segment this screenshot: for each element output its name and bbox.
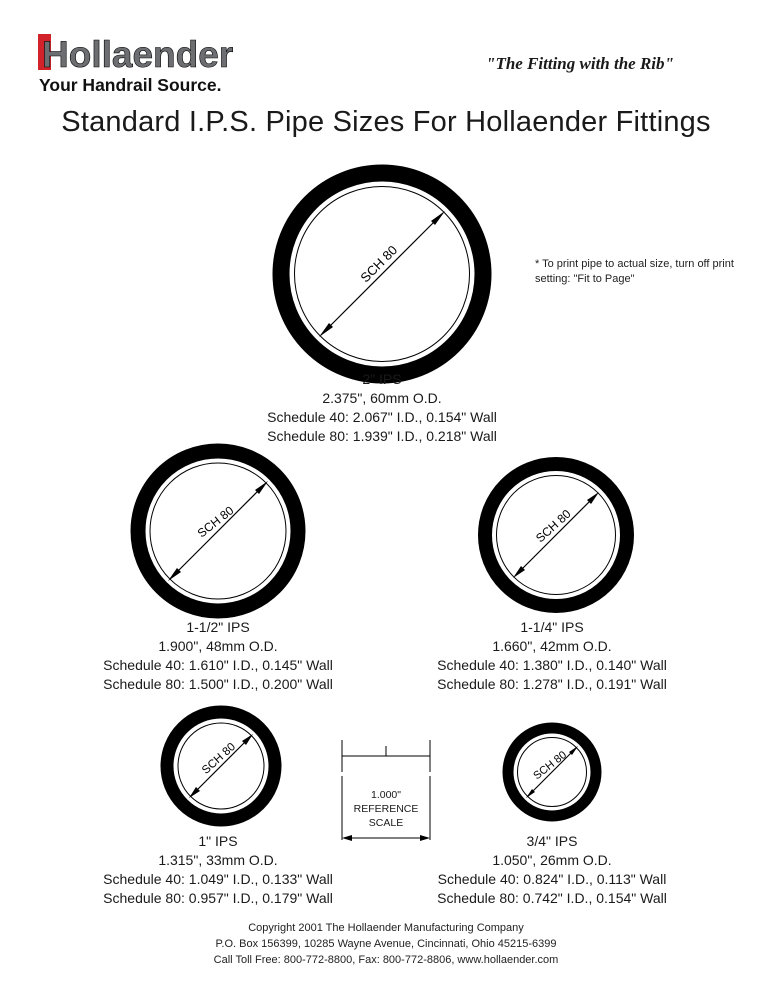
pipe-sch40: Schedule 40: 2.067" I.D., 0.154" Wall <box>267 409 497 425</box>
pipe-size: 2" IPS <box>362 371 402 387</box>
pipe-sch40: Schedule 40: 1.049" I.D., 0.133" Wall <box>103 871 333 887</box>
pipe-size: 1-1/4" IPS <box>520 619 584 635</box>
pipe-size: 1-1/2" IPS <box>186 619 250 635</box>
pipe-od: 2.375", 60mm O.D. <box>322 390 442 406</box>
pipe-sch40: Schedule 40: 1.380" I.D., 0.140" Wall <box>437 657 667 673</box>
sch-label: SCH 80 <box>194 503 237 541</box>
pipe-1-1-4-ips-info <box>400 618 704 694</box>
pipe-sch40: Schedule 40: 1.610" I.D., 0.145" Wall <box>103 657 333 673</box>
diameter-arrow <box>168 481 268 581</box>
scale-line2: SCALE <box>368 817 404 829</box>
pipe-1-ips-info <box>68 832 368 908</box>
pipe-3-4-ips-info <box>400 832 704 908</box>
pipe-2-ips-diagram <box>271 163 493 385</box>
pipe-sch80: Schedule 80: 1.500" I.D., 0.200" Wall <box>103 676 333 692</box>
pipe-sch80: Schedule 80: 0.742" I.D., 0.154" Wall <box>437 890 667 906</box>
footer-copyright: Copyright 2001 The Hollaender Manufacturing Company <box>248 922 524 934</box>
footer <box>0 920 772 968</box>
pipe-1-1-4-ips-diagram <box>474 453 638 617</box>
sch-label: SCH 80 <box>200 740 238 777</box>
pipe-sch80: Schedule 80: 1.278" I.D., 0.191" Wall <box>437 676 667 692</box>
pipe-1-1-2-ips-diagram <box>128 441 308 621</box>
logo-slogan: Your Handrail Source. <box>39 75 222 95</box>
logo-brand: Hollaender <box>42 34 234 75</box>
scale-line1: REFERENCE <box>353 803 419 815</box>
sch-label: SCH 80 <box>533 506 574 546</box>
pipe-od: 1.315", 33mm O.D. <box>158 852 278 868</box>
pipe-sch40: Schedule 40: 0.824" I.D., 0.113" Wall <box>437 871 667 887</box>
pipe-3-4-ips-diagram <box>500 720 604 824</box>
pipe-od: 1.900", 48mm O.D. <box>158 638 278 654</box>
footer-contact: Call Toll Free: 800-772-8800, Fax: 800-772-8806, www.hollaender.com <box>213 954 559 966</box>
pipe-sch80: Schedule 80: 1.939" I.D., 0.218" Wall <box>267 428 497 444</box>
pipe-1-ips-diagram <box>159 704 283 828</box>
pipe-2-ips-info <box>230 370 534 446</box>
diameter-arrow <box>513 492 599 578</box>
hollaender-logo <box>38 34 270 96</box>
pipe-1-1-2-ips-info <box>68 618 368 694</box>
diameter-arrow <box>319 211 445 337</box>
diameter-arrow <box>189 734 253 798</box>
scale-value: 1.000" <box>370 789 401 801</box>
sch-label: SCH 80 <box>357 242 401 286</box>
sch-label: SCH 80 <box>531 749 570 783</box>
pipe-size: 1" IPS <box>198 833 238 849</box>
pipe-od: 1.660", 42mm O.D. <box>492 638 612 654</box>
print-note: * To print pipe to actual size, turn off print setting: "Fit to Page" <box>535 258 734 285</box>
page-title: Standard I.P.S. Pipe Sizes For Hollaender Fittings <box>61 106 711 138</box>
pipe-od: 1.050", 26mm O.D. <box>492 852 612 868</box>
footer-address: P.O. Box 156399, 10285 Wayne Avenue, Cincinnati, Ohio 45215-6399 <box>215 938 557 950</box>
pipe-size: 3/4" IPS <box>526 833 578 849</box>
reference-scale-label <box>336 788 436 830</box>
pipe-sch80: Schedule 80: 0.957" I.D., 0.179" Wall <box>103 890 333 906</box>
tagline: "The Fitting with the Rib" <box>486 54 674 73</box>
